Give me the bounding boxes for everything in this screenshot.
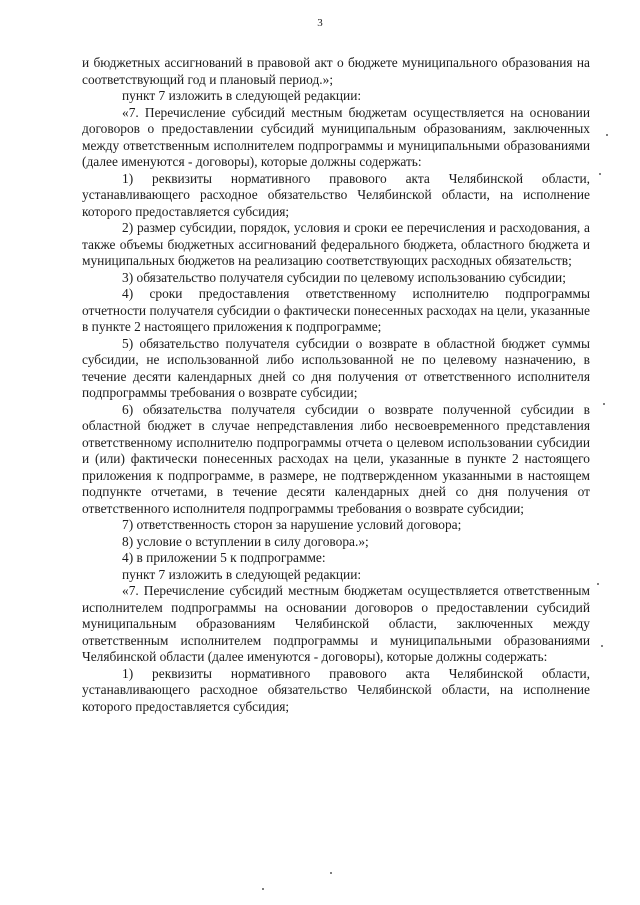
paragraph-continuation: и бюджетных ассигнований в правовой акт о бюджете муниципального образования на соответствующий год и плановый период.»; [82, 55, 590, 87]
paragraph-subclause-1: 1) реквизиты нормативного правового акта Челябинской области, устанавливающего расходное обязательство Челябинской области, на исполнение которого предоставляется субсидия; [82, 170, 590, 219]
scan-speck [603, 403, 605, 405]
paragraph-amend-point-7-second: пункт 7 изложить в следующей редакции: [122, 566, 362, 582]
scan-speck [606, 134, 608, 136]
paragraph-subclause-2: 2) размер субсидии, порядок, условия и сроки ее перечисления и расходования, а также объемы бюджетных ассигнований федерального бюджета, областного бюджета и муниципальных бюджетов на реализацию соответствующих расходных обязательств; [82, 220, 590, 268]
scan-speck [601, 645, 603, 647]
paragraph-subclause-1-second: 1) реквизиты нормативного правового акта Челябинской области, устанавливающего расходное обязательство Челябинской области, на исполнение которого предоставляется субсидия; [82, 665, 590, 714]
paragraph-subclause-7: 7) ответственность сторон за нарушение условий договора; [122, 517, 462, 532]
scan-speck [262, 888, 264, 890]
paragraph-amend-point-7: пункт 7 изложить в следующей редакции: [122, 88, 362, 103]
paragraph-clause-7-second: «7. Перечисление субсидий местным бюджетам осуществляется ответственным исполнителем подпрограммы на основании договоров о предоставлении субсидий муниципальным образованиям Челябинской области, заключенных между ответственным исполнителем подпрограммы и муниципальными образованиями Челябинской области (далее именуются - договоры), которые должны содержать: [82, 583, 590, 664]
paragraph-subclause-4: 4) сроки предоставления ответственному исполнителю подпрограммы отчетности получателя субсидии о фактически понесенных расходах на цели, указанные в пункте 2 настоящего приложения к подпрограмме; [82, 286, 590, 334]
paragraph-subclause-5: 5) обязательство получателя субсидии о возврате в областной бюджет суммы субсидии, не использованной либо использованной не по целевому назначению, в течение десяти календарных дней со дня получения от ответственного исполнителя подпрограммы требования о возврате субсидии; [82, 335, 590, 400]
document-body [82, 55, 590, 715]
scan-speck [330, 872, 332, 874]
paragraph-appendix-5: 4) в приложении 5 к подпрограмме: [122, 550, 326, 565]
paragraph-clause-7: «7. Перечисление субсидий местным бюджетам осуществляется на основании договоров о предоставлении субсидий муниципальным образованиям, заключенных между ответственным исполнителем подпрограммы и муниципальными образованиями (далее именуются - договоры), которые должны содержать: [82, 104, 590, 169]
paragraph-subclause-8: 8) условие о вступлении в силу договора.»; [122, 533, 369, 549]
page-number: 3 [317, 17, 323, 29]
scan-speck [599, 173, 601, 175]
paragraph-subclause-3: 3) обязательство получателя субсидии по целевому использованию субсидии; [122, 269, 566, 285]
paragraph-subclause-6: 6) обязательства получателя субсидии о возврате полученной субсидии в областной бюджет в случае непредставления либо несвоевременного представления ответственному исполнителю подпрограммы отчета о целевом использовании субсидии и (или) фактически понесенных расходах на цели, указанные в пункте 2 настоящего приложения к подпрограмме, в размере, не подтвержденном указанными в настоящем подпункте отчетами, в течение десяти календарных дней со дня получения от ответственного исполнителя подпрограммы требования о возврате субсидии; [82, 401, 590, 516]
scan-speck [597, 583, 599, 585]
